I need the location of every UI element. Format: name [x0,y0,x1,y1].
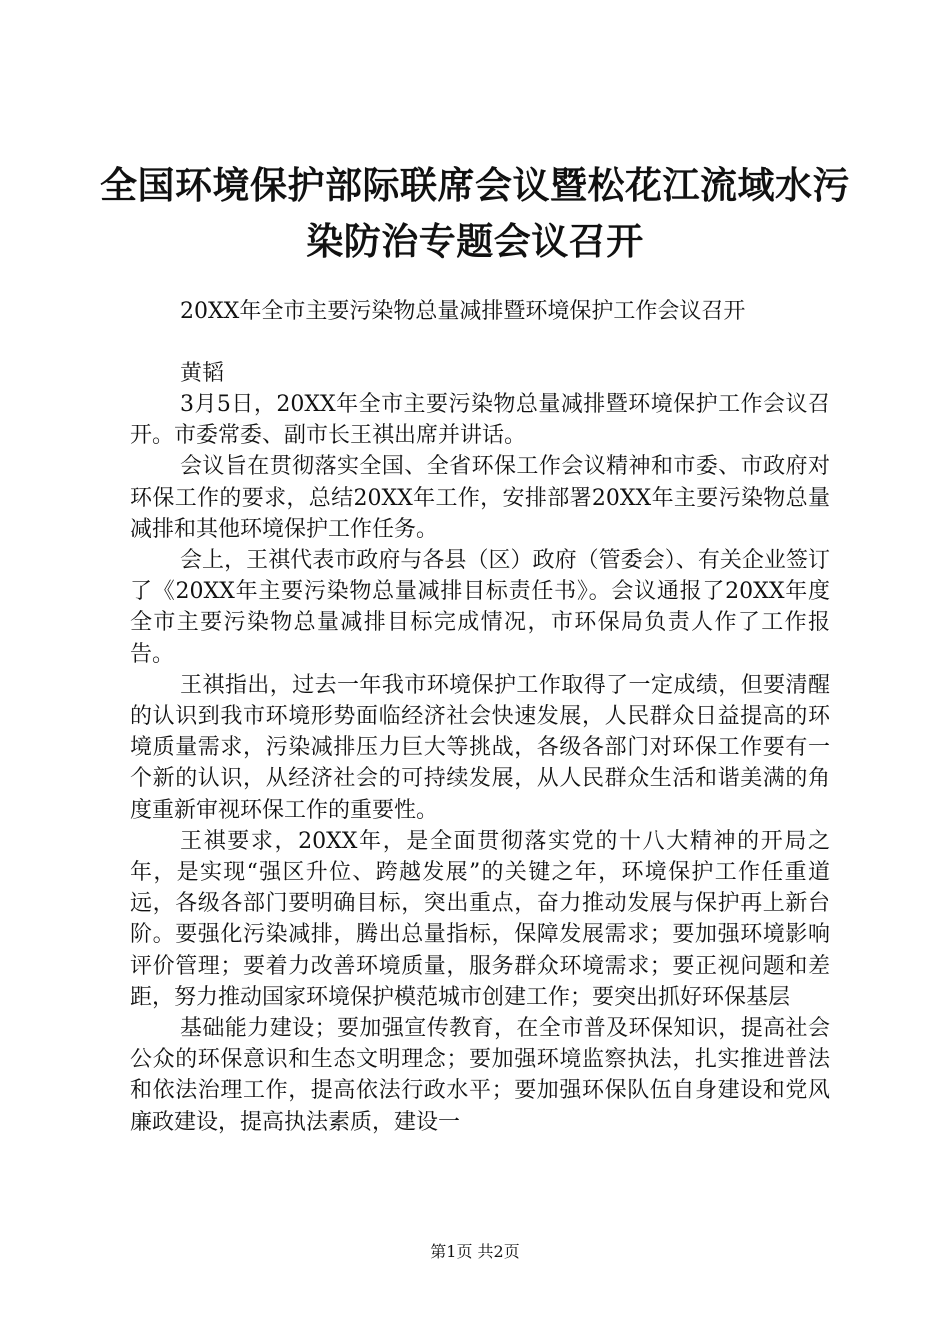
author-name: 黄韬 [180,361,225,386]
paragraph: 王祺指出，过去一年我市环境保护工作取得了一定成绩，但要清醒的认识到我市环境形势面临经济社会快速发展，人民群众日益提高的环境质量需求，污染减排压力巨大等挑战，各级各部门对环保工作要有一个新的认识，从经济社会的可持续发展，从人民群众生活和谐美满的角度重新审视环保工作的重要性。 [130,672,830,823]
paragraph: 3月5日，20XX年全市主要污染物总量减排暨环境保护工作会议召开。市委常委、副市长王祺出席并讲话。 [130,392,830,449]
paragraph: 会上，王祺代表市政府与各县（区）政府（管委会）、有关企业签订了《20XX年主要污染物总量减排目标责任书》。会议通报了20XX年度全市主要污染物总量减排目标完成情况，市环保局负责人作了工作报告。 [130,548,830,667]
document-title-line-2: 染防治专题会议召开 [306,220,644,263]
document-body [130,389,830,1138]
paragraph: 王祺要求，20XX年，是全面贯彻落实党的十八大精神的开局之年，是实现“强区升位、跨越发展”的关键之年，环境保护工作任重道远，各级各部门要明确目标，突出重点，奋力推动发展与保护再上新台阶。要强化污染减排，腾出总量指标，保障发展需求；要加强环境影响评价管理；要着力改善环境质量，服务群众环境需求；要正视问题和差距，努力推动国家环境保护模范城市创建工作；要突出抓好环保基层 [130,828,830,1010]
paragraph: 会议旨在贯彻落实全国、全省环保工作会议精神和市委、市政府对环保工作的要求，总结20XX年工作，安排部署20XX年主要污染物总量减排和其他环境保护工作任务。 [130,454,830,542]
document-title-line-1: 全国环境保护部际联席会议暨松花江流域水污 [100,164,850,207]
paragraph: 基础能力建设；要加强宣传教育，在全市普及环保知识，提高社会公众的环保意识和生态文明理念；要加强环境监察执法，扎实推进普法和依法治理工作，提高依法行政水平；要加强环保队伍自身建设和党风廉政建设，提高执法素质，建设一 [130,1016,830,1135]
page-number-footer: 第1页 共2页 [430,1242,520,1261]
document-subtitle: 20XX年全市主要污染物总量减排暨环境保护工作会议召开 [180,299,746,324]
